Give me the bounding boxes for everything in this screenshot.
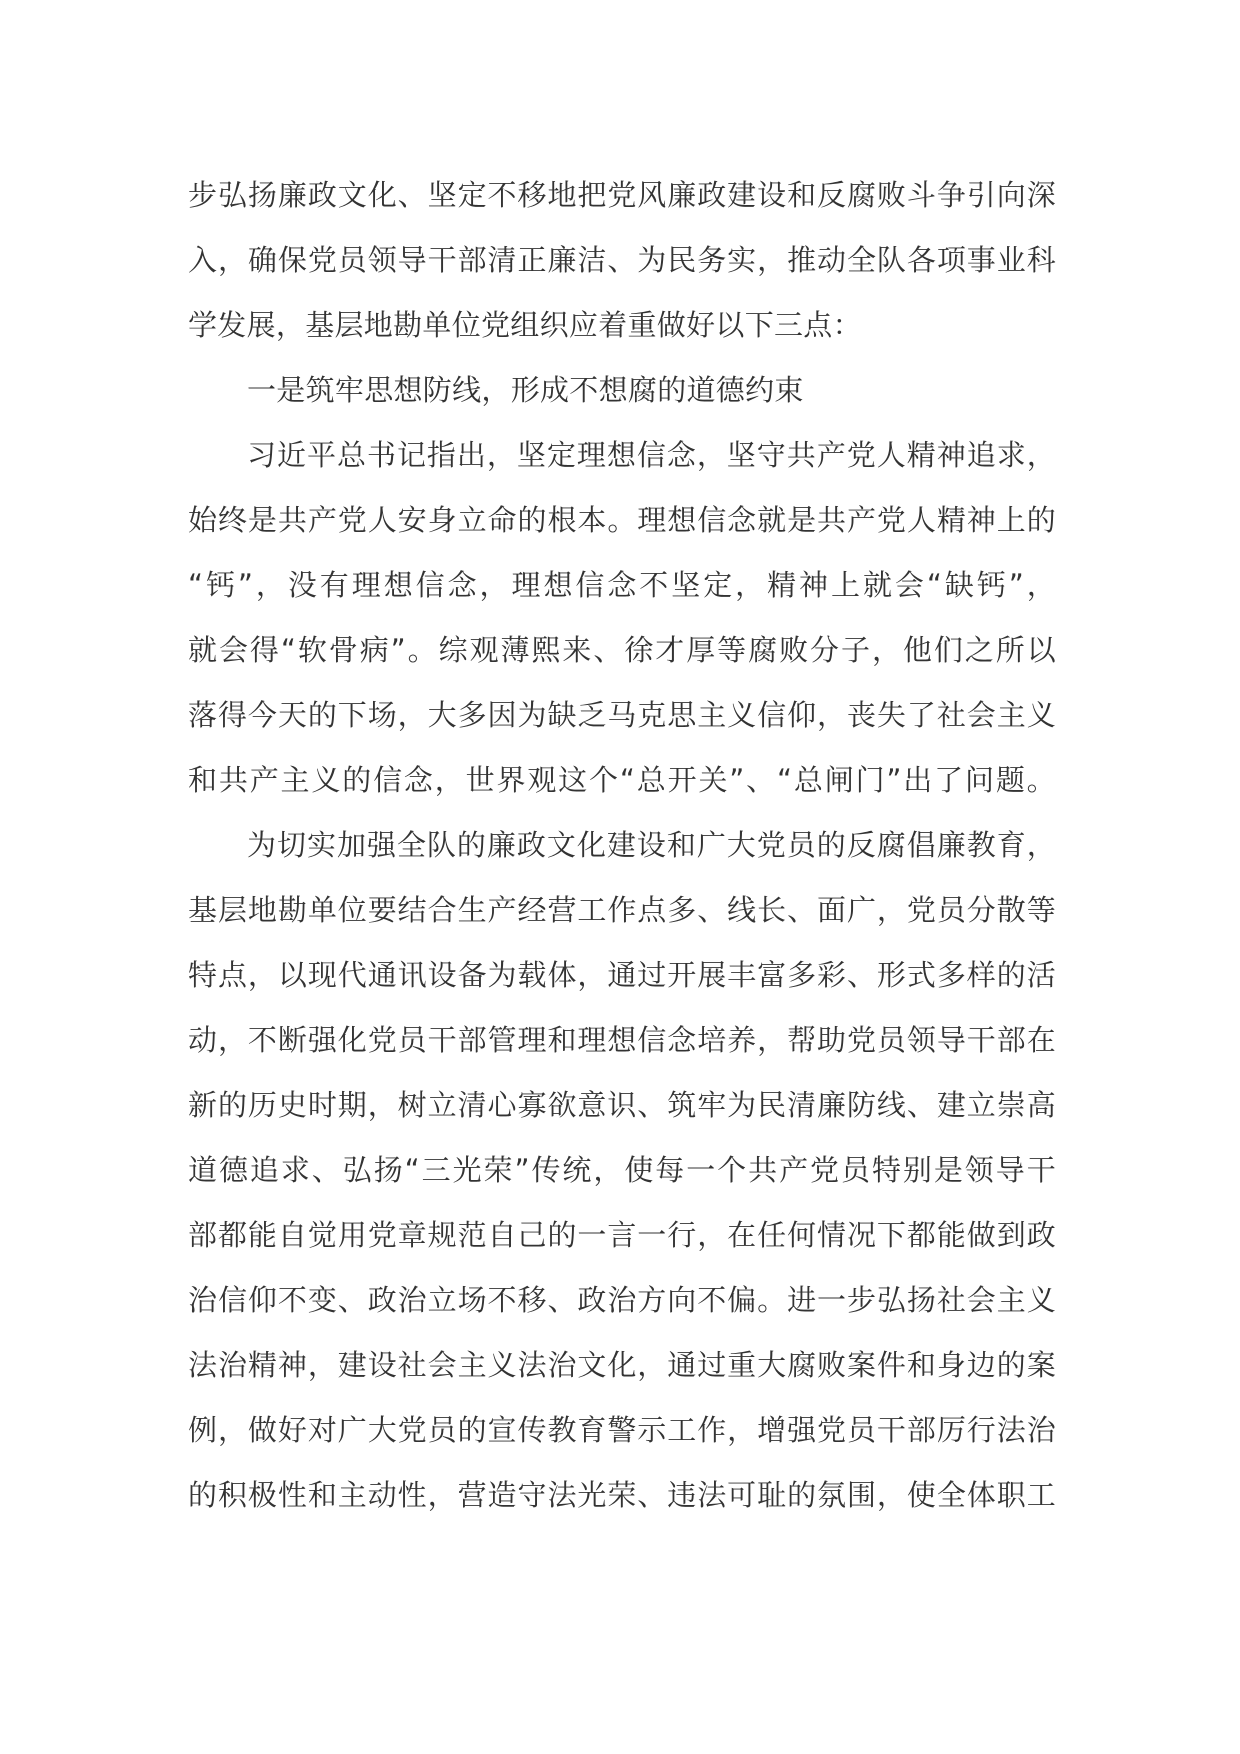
text-line: 和共产主义的信念，世界观这个“总开关”、“总闸门”出了问题。 xyxy=(188,763,1056,797)
text-line: 的积极性和主动性，营造守法光荣、违法可耻的氛围，使全体职工 xyxy=(188,1478,1056,1512)
text-line: 动，不断强化党员干部管理和理想信念培养，帮助党员领导干部在 xyxy=(188,1023,1056,1057)
text-line: 例，做好对广大党员的宣传教育警示工作，增强党员干部厉行法治 xyxy=(188,1413,1056,1447)
text-line: 学发展，基层地勘单位党组织应着重做好以下三点： xyxy=(188,308,862,342)
text-line: 落得今天的下场，大多因为缺乏马克思主义信仰，丧失了社会主义 xyxy=(188,698,1056,732)
text-line: 特点，以现代通讯设备为载体，通过开展丰富多彩、形式多样的活 xyxy=(188,958,1056,992)
text-line: 就会得“软骨病”。综观薄熙来、徐才厚等腐败分子，他们之所以 xyxy=(188,633,1056,667)
text-line: 为切实加强全队的廉政文化建设和广大党员的反腐倡廉教育， xyxy=(247,828,1056,862)
text-line: 新的历史时期，树立清心寡欲意识、筑牢为民清廉防线、建立崇高 xyxy=(188,1088,1056,1122)
text-line: 步弘扬廉政文化、坚定不移地把党风廉政建设和反腐败斗争引向深 xyxy=(188,178,1056,212)
text-line: 治信仰不变、政治立场不移、政治方向不偏。进一步弘扬社会主义 xyxy=(188,1283,1056,1317)
text-line: “钙”，没有理想信念，理想信念不坚定，精神上就会“缺钙”， xyxy=(188,568,1056,602)
text-line: 习近平总书记指出，坚定理想信念，坚守共产党人精神追求， xyxy=(247,438,1056,472)
document-body xyxy=(188,163,1056,1528)
text-line: 始终是共产党人安身立命的根本。理想信念就是共产党人精神上的 xyxy=(188,503,1056,537)
text-line: 入，确保党员领导干部清正廉洁、为民务实，推动全队各项事业科 xyxy=(188,243,1056,277)
text-line: 道德追求、弘扬“三光荣”传统，使每一个共产党员特别是领导干 xyxy=(188,1153,1056,1187)
text-line: 一是筑牢思想防线，形成不想腐的道德约束 xyxy=(247,373,804,407)
text-line: 部都能自觉用党章规范自己的一言一行，在任何情况下都能做到政 xyxy=(188,1218,1056,1252)
text-line: 基层地勘单位要结合生产经营工作点多、线长、面广，党员分散等 xyxy=(188,893,1056,927)
text-line: 法治精神，建设社会主义法治文化，通过重大腐败案件和身边的案 xyxy=(188,1348,1056,1382)
